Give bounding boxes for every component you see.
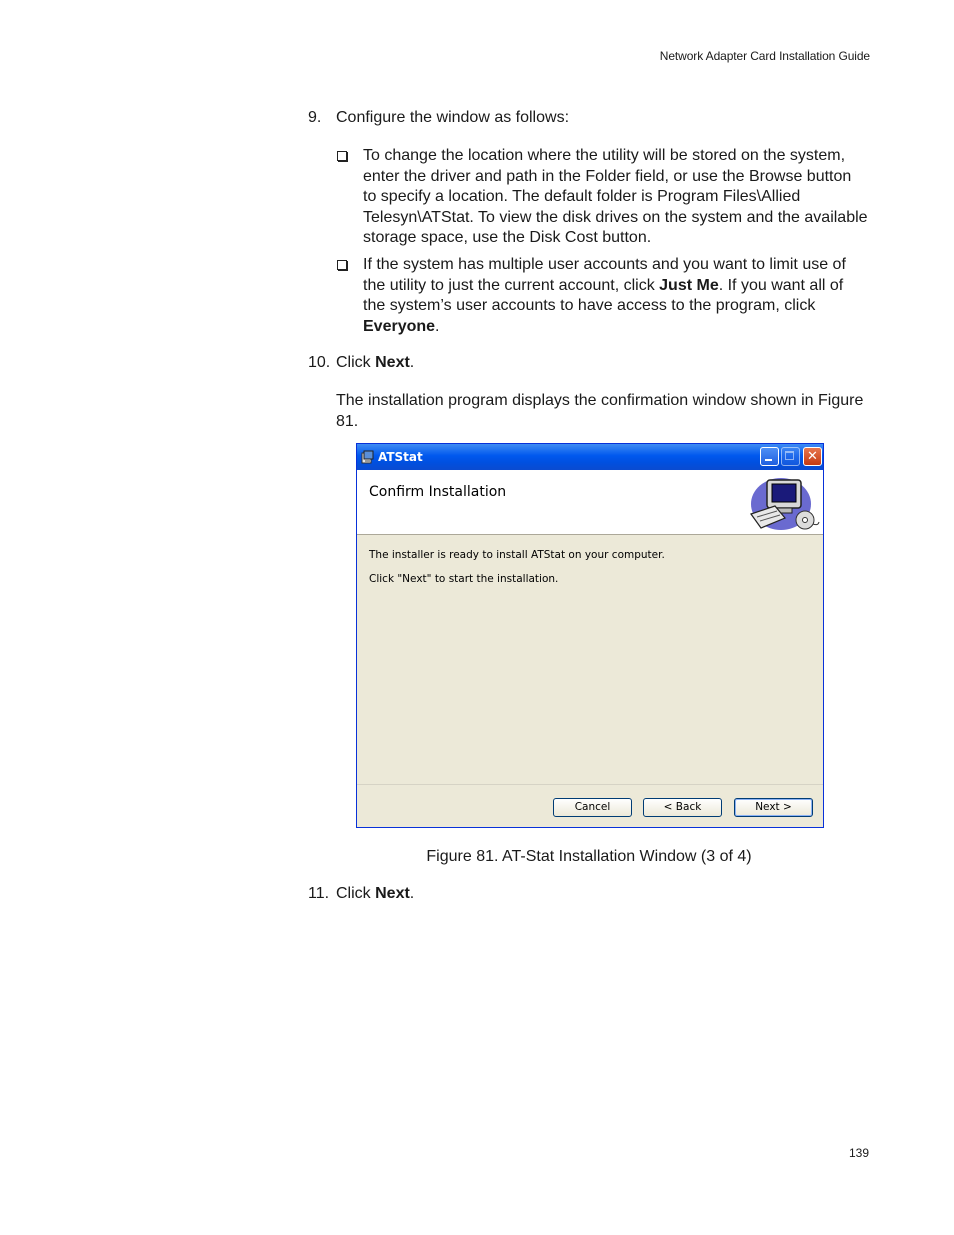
title-bar[interactable] [357, 444, 823, 470]
step-number: 11. [308, 885, 330, 902]
just-me-label: Just Me [659, 276, 719, 294]
installer-window [356, 443, 824, 828]
button-separator [357, 784, 823, 785]
maximize-icon [785, 451, 794, 460]
installer-app-icon [361, 450, 375, 464]
close-button[interactable] [803, 447, 822, 466]
bullet-text: To change the location where the utility will be stored on the system, enter the driver and path in the Folder field, or use the Browse button to specify a location. The default folder is Program Files\Allied Telesyn\ATStat. To view the disk drives on the system and the available storage space, use the Disk Cost button. [363, 147, 868, 246]
close-icon: ✕ [807, 449, 818, 464]
cancel-button[interactable]: Cancel [553, 798, 632, 817]
bullet-item [336, 146, 868, 249]
page-number: 139 [848, 1146, 869, 1160]
step-9 [308, 109, 569, 127]
banner-title: Confirm Installation [369, 484, 507, 500]
step-text: . [409, 885, 415, 902]
step-text: . [409, 354, 415, 371]
back-button[interactable]: < Back [643, 798, 722, 817]
step-10-description: The installation program displays the confirmation window shown in Figure 81. [336, 392, 864, 430]
bullet-text-part: If the system has multiple user accounts and you want to limit use of the utility to just the current account, click [363, 256, 846, 294]
window-title: ATStat [378, 450, 423, 464]
minimize-button[interactable] [760, 447, 779, 466]
figure-caption: Figure 81. AT-Stat Installation Window (3 of 4) [426, 848, 752, 865]
maximize-button [781, 447, 800, 466]
dialog-banner [357, 470, 823, 535]
next-label: Next [375, 885, 410, 902]
step-number: 9. [308, 109, 322, 126]
checkbox-bullet-icon [337, 151, 347, 161]
step-10 [308, 354, 414, 372]
minimize-icon [765, 459, 772, 461]
step-11 [308, 885, 414, 903]
running-header: Network Adapter Card Installation Guide [659, 49, 870, 63]
next-button[interactable]: Next > [734, 798, 813, 817]
everyone-label: Everyone [363, 317, 436, 335]
bullet-text-part: . [435, 317, 440, 335]
ready-message: The installer is ready to install ATStat on your computer. [369, 549, 665, 561]
computer-icon [745, 474, 821, 532]
step-text: Click [336, 354, 376, 371]
instruction-message: Click "Next" to start the installation. [369, 573, 559, 585]
bullet-text [363, 255, 868, 337]
next-label: Next [375, 354, 410, 371]
step-text: Configure the window as follows: [336, 109, 570, 126]
checkbox-bullet-icon [337, 260, 347, 270]
bullet-item [336, 255, 868, 337]
step-text: Click [336, 885, 376, 902]
step-number: 10. [308, 354, 331, 371]
bullet-text-part: . If you want all of the system’s user accounts to have access to the program, click [363, 276, 844, 314]
